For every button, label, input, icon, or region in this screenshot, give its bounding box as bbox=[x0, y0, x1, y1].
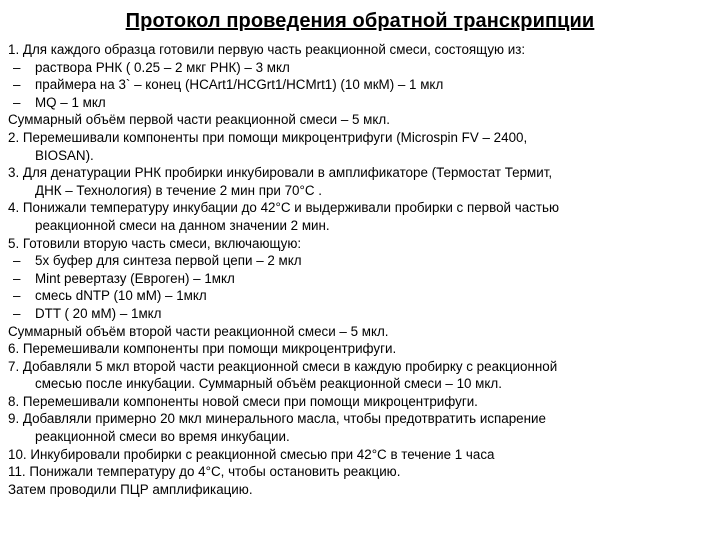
dash-marker: – bbox=[13, 59, 21, 75]
list-item-primer bbox=[8, 76, 713, 94]
list-item-dtt bbox=[8, 305, 713, 323]
summary-second-part: Суммарный объём второй части реакционной смеси – 5 мкл. bbox=[8, 323, 389, 339]
step-8: 8. Перемешивали компоненты новой смеси при помощи микроцентрифуги. bbox=[8, 393, 478, 409]
list-item-text: смесь dNTP (10 мМ) – 1мкл bbox=[35, 288, 207, 304]
step-4-cont: реакционной смеси на данном значении 2 мин. bbox=[35, 217, 330, 233]
step-2-cont: BIOSAN). bbox=[35, 147, 94, 163]
step-3: 3. Для денатурации РНК пробирки инкубировали в амплификаторе (Термостат Термит, bbox=[8, 165, 553, 181]
dash-marker: – bbox=[13, 253, 21, 269]
list-item-text: 5х буфер для синтеза первой цепи – 2 мкл bbox=[35, 253, 302, 269]
dash-marker: – bbox=[13, 77, 21, 93]
dash-marker: – bbox=[13, 288, 21, 304]
dash-marker: – bbox=[13, 270, 21, 286]
protocol-text bbox=[8, 41, 713, 498]
dash-marker: – bbox=[13, 94, 21, 110]
list-item-mq bbox=[8, 94, 713, 112]
list-item-buffer bbox=[8, 252, 713, 270]
step-10: 10. Инкубировали пробирки с реакционной смесью при 42°С в течение 1 часа bbox=[8, 446, 495, 462]
list-item-text: MQ – 1 мкл bbox=[35, 94, 106, 110]
step-2: 2. Перемешивали компоненты при помощи микроцентрифуги (Microspin FV – 2400, bbox=[8, 129, 528, 145]
step-6: 6. Перемешивали компоненты при помощи микроцентрифуги. bbox=[8, 341, 397, 357]
step-3-cont: ДНК – Технология) в течение 2 мин при 70°С . bbox=[35, 182, 322, 198]
step-4: 4. Понижали температуру инкубации до 42°С и выдерживали пробирки с первой частью bbox=[8, 200, 559, 216]
closing-line: Затем проводили ПЦР амплификацию. bbox=[8, 481, 253, 497]
dash-marker: – bbox=[13, 305, 21, 321]
step-7: 7. Добавляли 5 мкл второй части реакционной смеси в каждую пробирку с реакционной bbox=[8, 358, 558, 374]
step-9-cont: реакционной смеси во время инкубации. bbox=[35, 429, 290, 445]
step-11: 11. Понижали температуру до 4°С, чтобы остановить реакцию. bbox=[8, 464, 401, 480]
step-1: 1. Для каждого образца готовили первую часть реакционной смеси, состоящую из: bbox=[8, 42, 526, 57]
list-item-text: Mint ревертазу (Евроген) – 1мкл bbox=[35, 270, 235, 286]
list-item-rna bbox=[8, 59, 713, 77]
slide-title: Протокол проведения обратной транскрипции bbox=[125, 10, 595, 32]
step-9: 9. Добавляли примерно 20 мкл минерального масла, чтобы предотвратить испарение bbox=[8, 411, 546, 427]
summary-first-part: Суммарный объём первой части реакционной смеси – 5 мкл. bbox=[8, 112, 390, 128]
list-item-text: праймера на 3` – конец (HCArt1/HCGrt1/HCMrt1) (10 мкМ) – 1 мкл bbox=[35, 77, 444, 93]
list-item-text: DTT ( 20 мМ) – 1мкл bbox=[35, 305, 162, 321]
list-item-text: раствора РНК ( 0.25 – 2 мкг РНК) – 3 мкл bbox=[35, 59, 290, 75]
step-7-cont: смесью после инкубации. Суммарный объём реакционной смеси – 10 мкл. bbox=[35, 376, 502, 392]
step-5: 5. Готовили вторую часть смеси, включающую: bbox=[8, 235, 302, 251]
list-item-revertase bbox=[8, 270, 713, 288]
list-item-dntp bbox=[8, 287, 713, 305]
